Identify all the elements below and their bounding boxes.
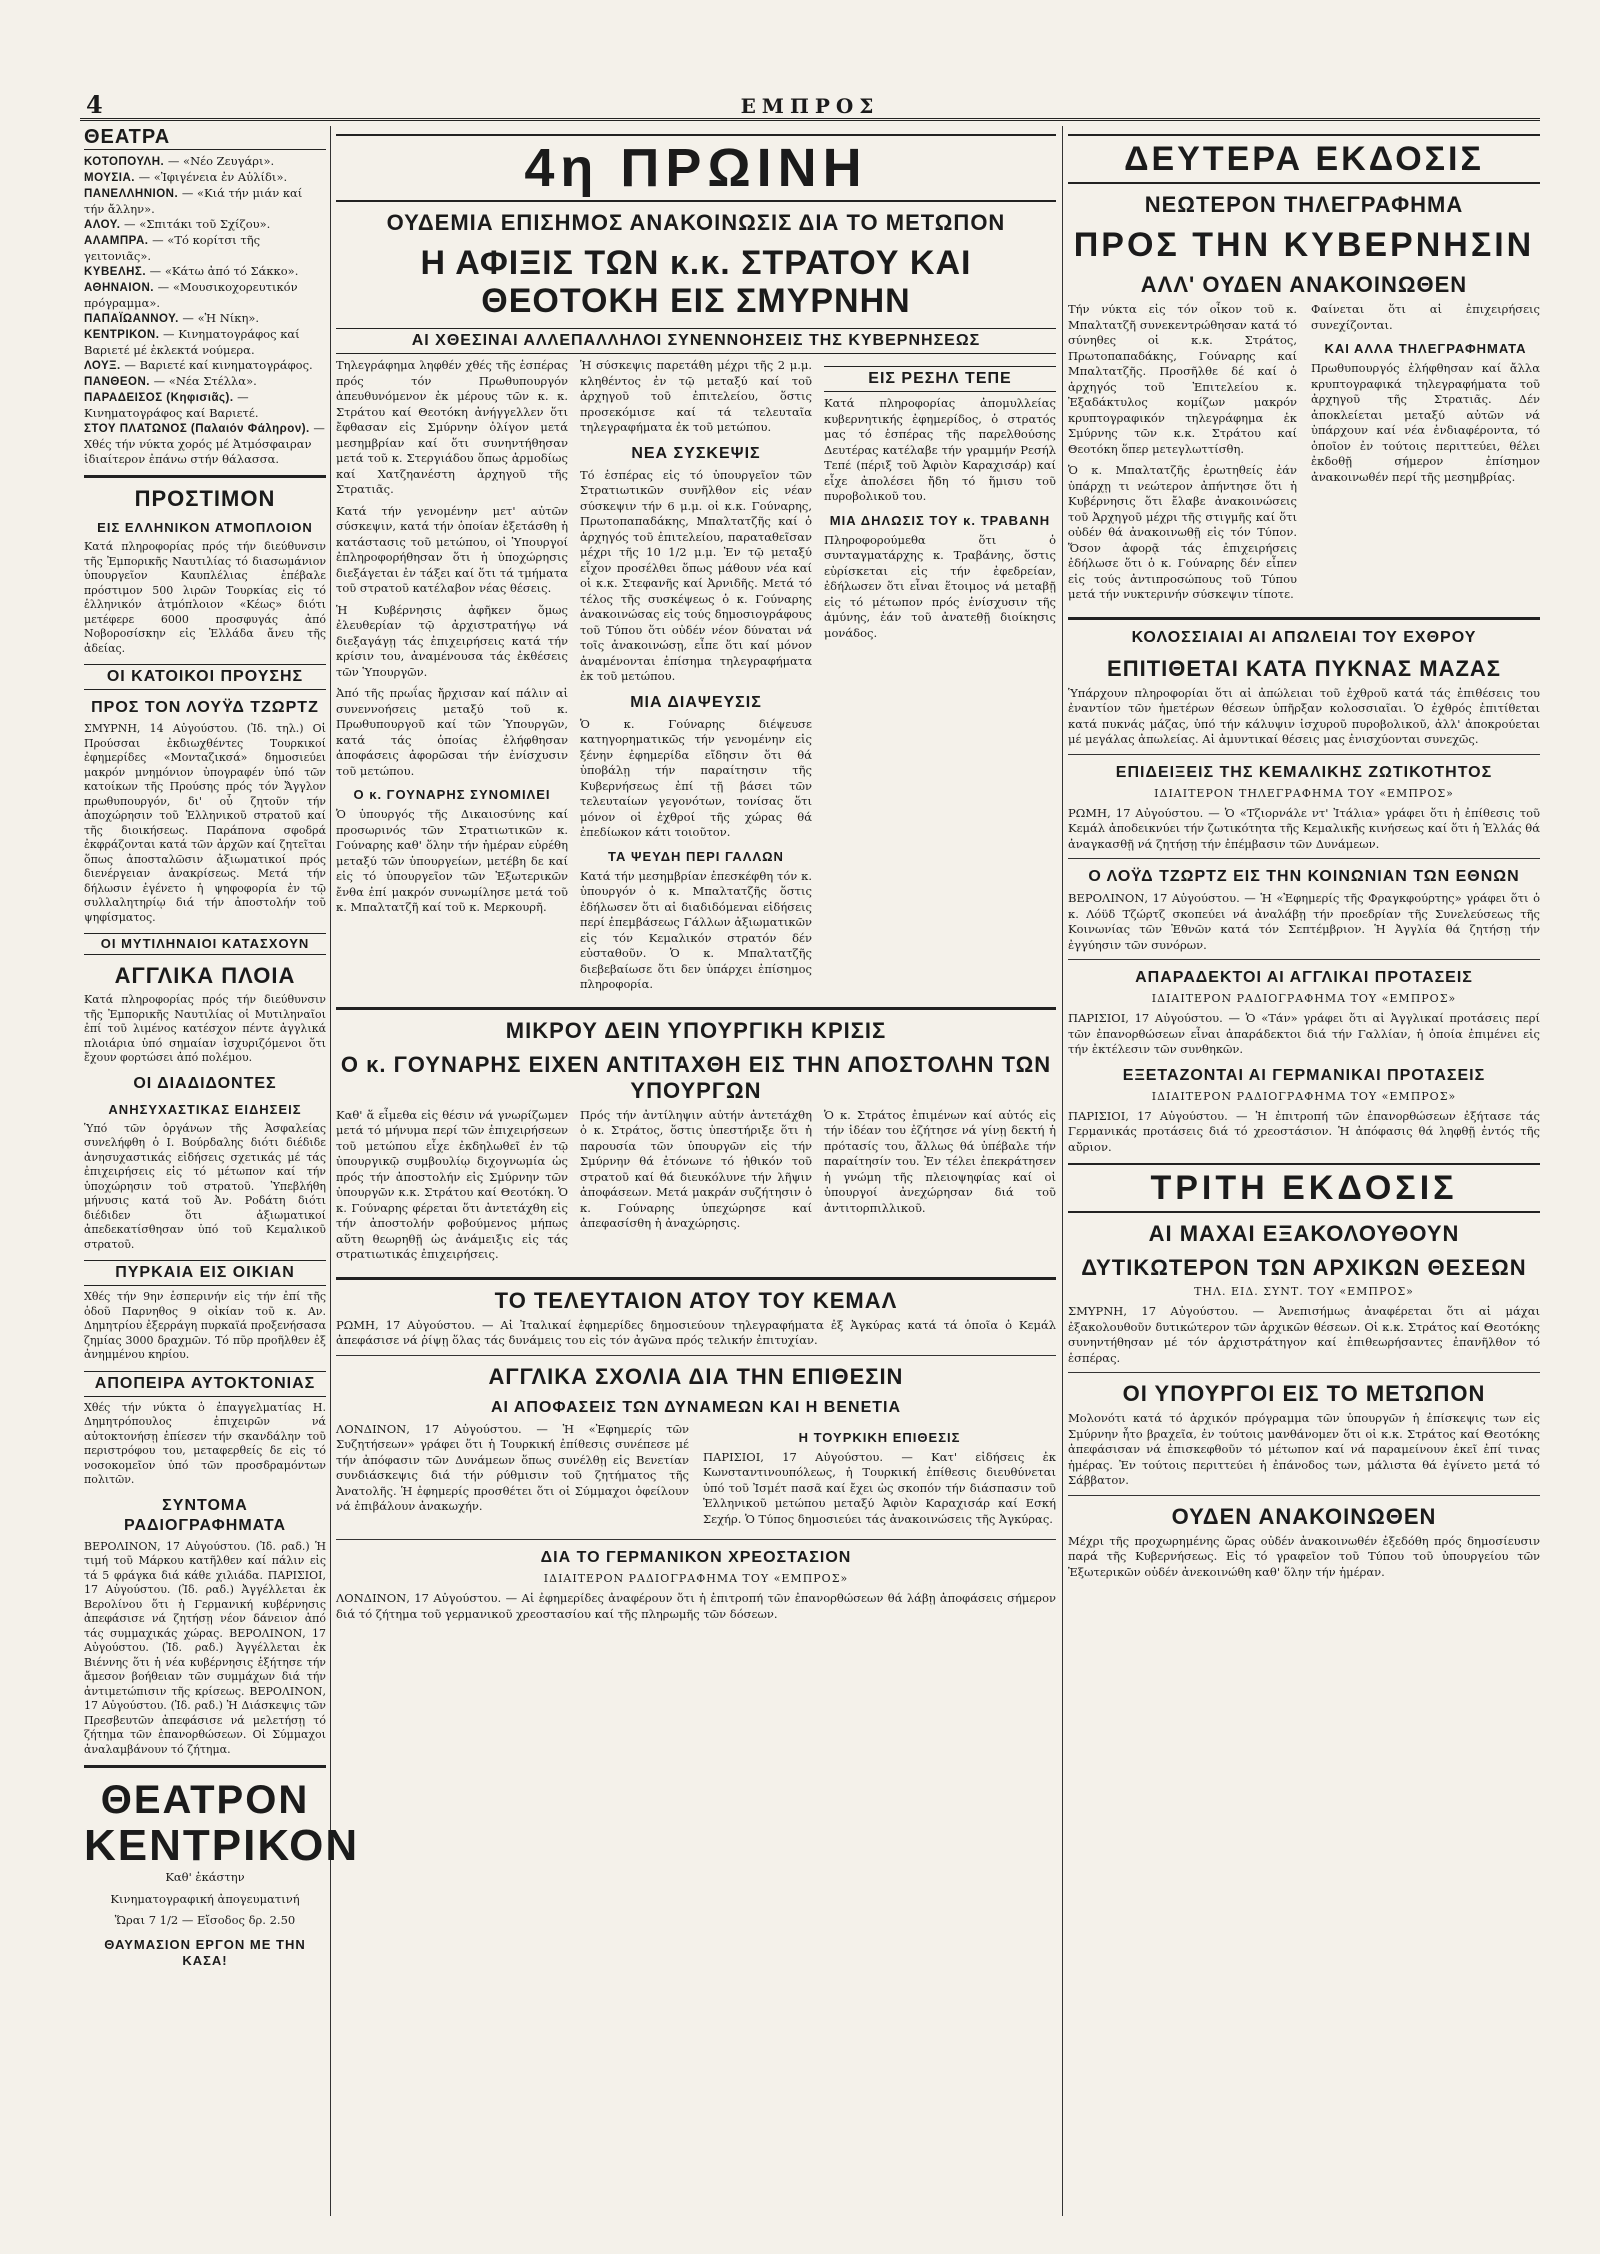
article-heading: ΣΥΝΤΟΜΑ ΡΑΔΙΟΓΡΑΦΗΜΑΤΑ [123,1496,287,1534]
article-text: Ὑπάρχουν πληροφορίαι ὅτι αἱ ἀπώλειαι τοῦ ἐχθροῦ κατά τάς ἐπιθέσεις του ἐναντίον τῶν ἡμετέρων θέσεων ὑπῆρξαν κολοσσιαῖαι. Ὁ ἐχθρός ἐπιτίθεται κατά πυκνάς μάζας, ὑπό τήν κάλυψιν ἰσχυροῦ πυροβολικοῦ, ἀλλ' ἀποκρούεται μέ μεγάλας ἀπωλείας. Αἱ ἀμυντικαί θέσεις μας ἐνισχύονται συνεχῶς. [1068,685,1540,746]
article-text: Τήν νύκτα εἰς τόν οἶκον τοῦ κ. Μπαλτατζῆ συνεκεντρώθησαν κατά τό σύνηθες οἱ κ.κ. Στράτος, Πρωτοπαπαδάκης, Γούναρης καί Μπαλτατζῆς. Προσῆλθε δέ καί ὁ ἀρχηγός τοῦ Ἐπιτελείου κ. Ἐξαδάκτυλος κομίζων μακρόν κρυπτογραφικόν τηλεγράφημα ἐκ Σμύρνης τῶν κ.κ. Στράτου καί Θεοτόκη ὅπερ μετεγλωττίσθη. [1068,302,1297,456]
kemal-headline: ΤΟ ΤΕΛΕΥΤΑΙΟΝ ΑΤΟΥ ΤΟΥ ΚΕΜΑΛ [494,1287,898,1313]
section-heading: Η ΤΟΥΡΚΙΚΗ ΕΠΙΘΕΣΙΣ [798,1429,961,1445]
divider [336,1539,1056,1540]
text-column [703,1422,1056,1534]
theatre-program: «Νέα Στέλλα». [168,374,257,388]
article-text: Φαίνεται ὅτι αἱ ἐπιχειρήσεις συνεχίζονται. [1311,302,1540,332]
text-column [824,1108,1056,1269]
lead-kicker: ΟΥΔΕΜΙΑ ΕΠΙΣΗΜΟΣ ΑΝΑΚΟΙΝΩΣΙΣ ΔΙΑ ΤΟ ΜΕΤΩΠΟΝ [386,210,1006,235]
section-kicker: ΚΟΛΟΣΣΙΑΙΑΙ ΑΙ ΑΠΩΛΕΙΑΙ ΤΟΥ ΕΧΘΡΟΥ [1131,628,1477,646]
third-edition-banner: ΤΡΙΤΗ ΕΚΔΟΣΙΣ [1068,1163,1540,1213]
text-column [580,1108,812,1269]
divider [336,1355,1056,1356]
ad-name: ΚΕΝΤΡΙΚΟΝ [84,1821,360,1870]
theatre-program: «Μουσικοχορευτικόν πρόγραμμα». [84,280,298,310]
article-text: ΡΩΜΗ, 17 Αὐγούστου. — Αἱ Ἰταλικαί ἐφημερίδες δημοσιεύουν τηλεγραφήματα ἐξ Ἀγκύρας κατά τά ὁποῖα ὁ Κεμάλ ἀπεφάσισε νά ῥίψῃ ὅλας τάς δυνάμεις του εἰς τόν ἀγῶνα πρός τελικήν ἐπιτυχίαν. [336,1317,1056,1347]
article-text: ΛΟΝΔΙΝΟΝ, 17 Αὐγούστου. — Αἱ ἐφημερίδες ἀναφέρουν ὅτι ἡ ἐπιτροπή τῶν ἐπανορθώσεων θά λάβῃ ἀποφάσεις σήμερον διά τό ζήτημα τοῦ γερμανικοῦ χρεοστασίου καί τῆς πληρωμῆς τῶν δόσεων. [336,1591,1056,1621]
article-subheading: ΑΓΓΛΙΚΑ ΠΛΟΙΑ [114,963,296,988]
lead-kicker: ΝΕΩΤΕΡΟΝ ΤΗΛΕΓΡΑΦΗΜΑ [1144,192,1464,217]
divider [84,1765,326,1768]
lead-columns [1068,302,1540,609]
crisis-headline: Ο κ. ΓΟΥΝΑΡΗΣ ΕΙΧΕΝ ΑΝΤΙΤΑΧΘΗ ΕΙΣ ΤΗΝ ΑΠΟΣΤΟΛΗΝ ΤΩΝ ΥΠΟΥΡΓΩΝ [340,1051,1052,1103]
divider [1068,858,1540,859]
theatre-name: ΛΟΥΞ. [84,360,121,372]
article-text: ΣΜΥΡΝΗ, 17 Αὐγούστου. — Ἀνεπισήμως ἀναφέρεται ὅτι αἱ μάχαι ἐξακολουθοῦν δυτικώτερον τῶν ἀρχικῶν θέσεων. Οἱ κ.κ. Στράτος καί Θεοτόκης συνηντήθησαν μέ τόν ἀρχιστράτηγον καί ἐπιθεωρήσαντες ἐπανῆλθον τό ἑσπέρας. [1068,1304,1540,1365]
divider [1068,1495,1540,1496]
theatre-listing [84,390,326,421]
text-column [336,1422,689,1534]
right-column [1068,126,1540,2216]
section-subheading: ΙΔΙΑΙΤΕΡΟΝ ΤΗΛΕΓΡΑΦΗΜΑ ΤΟΥ «ΕΜΠΡΟΣ» [1154,786,1454,800]
theatre-program: Κινηματογράφος καί Βαριετέ μέ ἐκλεκτά νούμερα. [84,327,300,357]
theatre-name: ΠΑΠΑΪΩΑΝΝΟΥ. [84,313,179,325]
separator: — [164,154,184,168]
theatre-name: ΑΛΟΥ. [84,219,121,231]
theatre-program: Βαριετέ καί κινηματογράφος. [139,358,313,372]
theatre-listing [84,358,326,374]
theatre-listing [84,421,326,467]
german-headline: ΔΙΑ ΤΟ ΓΕΡΜΑΝΙΚΟΝ ΧΡΕΟΣΤΑΣΙΟΝ [540,1549,852,1566]
separator: — [178,186,197,200]
lead-columns [336,358,1056,999]
ad-line: Ὥραι 7 1/2 — Εἴσοδος δρ. 2.50 [114,1913,296,1927]
article-heading: ΠΡΟΣΤΙΜΟΝ [134,486,276,511]
crisis-columns [336,1108,1056,1269]
ad-line: Καθ' ἑκάστην [165,1870,245,1884]
ad-line: Κινηματογραφική ἀπογευματινή [110,1891,300,1906]
article-text: Ἡ σύσκεψις παρετάθη μέχρι τῆς 2 μ.μ. κληθέντος ἐν τῷ μεταξύ καί τοῦ ἀρχηγοῦ τοῦ ἐπιτελείου, ὅστις προσεκόμισε καί τά τελευταῖα τηλεγραφήματα ἐκ τοῦ μετώπου. [580,358,812,434]
theatre-name: ΜΟΥΣΙΑ. [84,172,135,184]
article-text: Ἡ Κυβέρνησις ἀφῆκεν ὅμως ἐλευθερίαν τῷ ἀρχιστρατήγῳ νά διεξαγάγῃ τάς ἐπιχειρήσεις κατά τήν κρίσιν του, ἀναμένουσα τάς ἐκθέσεις τῶν Ὑπουργῶν. [336,602,568,679]
theatre-listing [84,311,326,327]
theatre-program: «Κιά τήν μιάν καί τήν ἄλλην». [84,186,303,216]
section-headline: ΑΠΑΡΑΔΕΚΤΟΙ ΑΙ ΑΓΓΛΙΚΑΙ ΠΡΟΤΑΣΕΙΣ [1135,969,1473,986]
divider [1068,959,1540,960]
article-text: Κατά πληροφορίας πρός τήν διεύθυνσιν τῆς Ἐμπορικῆς Ναυτιλίας οἱ Μυτιληναῖοι ἐπί τοῦ λιμένος κατέσχον πέντε ἀγγλικά πλοιάρια ὑπό σημαίαν ἰσχυριζόμενοι ὅτι ἔχουν φορτώσει ἀπό πολέμου. [84,993,326,1064]
article-text: Πρωθυπουργός ἐλήφθησαν καί ἄλλα κρυπτογραφικά τηλεγραφήματα τοῦ ἀρχηγοῦ τῆς Στρατιᾶς. Δέν ἀποκλείεται μεταξύ αὐτῶν νά ὑπάρχουν καί νέα ἐνδιαφέροντα, τό ὁποῖον ἐν τούτοις περιττεύει, θέλει ἐκδοθῇ σήμερον ἐπίσημον ἀνακοινωθέν περί τῆς μεσημβρίας. [1311,361,1540,484]
separator: — [146,264,165,278]
text-column [336,1108,568,1269]
german-subheading: ΙΔΙΑΙΤΕΡΟΝ ΡΑΔΙΟΓΡΑΦΗΜΑ ΤΟΥ «ΕΜΠΡΟΣ» [543,1572,849,1585]
crisis-kicker: ΜΙΚΡΟΥ ΔΕΙΝ ΥΠΟΥΡΓΙΚΗ ΚΡΙΣΙΣ [505,1017,887,1043]
theatre-listing [84,374,326,390]
article-text: Μολονότι κατά τό ἀρχικόν πρόγραμμα τῶν ὑπουργῶν ἡ ἐπίσκεψις των εἰς Σμύρνην ἦτο βραχεῖα, ἐν τούτοις μανθάνομεν ὅτι οἱ κ.κ. Στράτος καί Θεοτόκης ἀπεφάσισαν νά ἐπισκεφθοῦν τό μέτωπον καί νά παραμείνουν ἐκεῖ ἐπί τινας ἡμέρας. Ἐν τούτοις περιττεύει ἡ ἐπάνοδος των, μάλιστα θά ἐγίνετο μετά τό Σάββατον. [1068,1411,1540,1487]
article-text: ΒΕΡΟΛΙΝΟΝ, 17 Αὐγούστου. (Ἰδ. ραδ.) Ἡ τιμή τοῦ Μάρκου κατῆλθεν καί πάλιν εἰς τά 5 φράγκα διά κάθε χιλιάδα. ΠΑΡΙΣΙΟΙ, 17 Αὐγούστου. (Ἰδ. ραδ.) Ἀγγέλλεται ἐκ Βερολίνου ὅτι ἡ Γερμανική κυβέρνησις ἀπεφάσισε νά ζητήσῃ νέον δάνειον ἀπό τάς συμμαχικάς χώρας. ΒΕΡΟΛΙΝΟΝ, 17 Αὐγούστου. (Ἰδ. ραδ.) Ἀγγέλλεται ἐκ Βιέννης ὅτι ἡ νέα κυβέρνησις ἐξήτησε τήν ἄμεσον βοήθειαν τῶν συμμάχων διά τήν ἀντιμετώπισιν τῆς κρίσεως. ΒΕΡΟΛΙΝΟΝ, 17 Αὐγούστου. (Ἰδ. ραδ.) Ἡ Διάσκεψις τῶν Πρεσβευτῶν ἀπεφάσισε νά μελετήσῃ τό ζήτημα τῶν ἐπανορθώσεων. Οἱ Σύμμαχοι ἀναλαμβάνουν τό ζήτημα. [84,1539,326,1756]
article-text: Τηλεγράφημα ληφθέν χθές τῆς ἑσπέρας πρός τόν Πρωθυπουργόν ἀπευθυνόμενον ἐκ μέρους τῶν κ. κ. Στράτου καί Θεοτόκη ἀνήγγελλεν ὅτι ἔφθασαν εἰς Σμύρνην ὀλίγον μετά μεσημβρίαν καί ὅτι συνηντήθησαν μετά τοῦ κ. Στεργιάδου ὅπως ἀρμοδίως καί Χατζηανέστη ἀρχηγοῦ τῆς Στρατιᾶς. [336,358,568,496]
section-kicker: ΑΙ ΜΑΧΑΙ ΕΞΑΚΟΛΟΥΘΟΥΝ [1148,1221,1460,1246]
article-text: Χθές τήν νύκτα ὁ ἐπαγγελματίας Η. Δημητρόπουλος ἐπιχειρῶν νά αὐτοκτονήσῃ ἐπίεσεν τήν σκανδάλην τοῦ περιστρόφου του, μεταφερθείς δε εἰς τό νοσοκομεῖον ὑπό τῶν προσδραμόντων πολιτῶν. [84,1400,326,1486]
divider [336,1007,1056,1010]
lead-headline: Η ΑΦΙΞΙΣ ΤΩΝ κ.κ. ΣΤΡΑΤΟΥ ΚΑΙ ΘΕΟΤΟΚΗ ΕΙΣ ΣΜΥΡΝΗΝ [420,244,972,320]
divider [336,1277,1056,1280]
section-headline: ΔΥΤΙΚΩΤΕΡΟΝ ΤΩΝ ΑΡΧΙΚΩΝ ΘΕΣΕΩΝ [1081,1255,1527,1280]
article-subheading: ΑΝΗΣΥΧΑΣΤΙΚΑΣ ΕΙΔΗΣΕΙΣ [108,1101,302,1117]
newspaper-name: ΕΜΠΡΟΣ [740,94,880,118]
section-headline: ΕΠΙΤΙΘΕΤΑΙ ΚΑΤΑ ΠΥΚΝΑΣ ΜΑΖΑΣ [1107,655,1501,681]
theatre-listing [84,217,326,233]
article-text: Ὁ κ. Μπαλτατζῆς ἐρωτηθείς ἐάν ὑπάρχῃ τι νεώτερον ἀπήντησε ὅτι ἡ Κυβέρνησις ὅτι ἔλαβε ἀνακοινώσεις τοῦ Ἀρχηγοῦ μέχρι τῆς στιγμῆς καί ὅτι οὐδέν θά ἀνακοινωθῇ εἰς τόν Τύπον. Ὅσον ἀφορᾷ τάς ἐπιχειρήσεις ἐδήλωσε ὅτι ὁ κ. Γούναρης δέν εἶπεν εἰς τούς ἀντιπροσώπους τοῦ Τύπου μετά τήν νυκτερινήν σύσκεψιν τίποτε. [1068,463,1297,601]
theatre-name: ΑΘΗΝΑΙΟΝ. [84,282,154,294]
page-number: 4 [86,90,103,119]
theatres-heading: ΘΕΑΤΡΑ [84,126,326,150]
article-text: Μέχρι τῆς προχωρημένης ὥρας οὐδέν ἀνακοινωθέν ἐξεδόθη πρός δημοσίευσιν παρά τῆς Κυβερνήσεως. Εἰς τό γραφεῖον τοῦ Τύπου τοῦ ὑπουργείου τῶν Ἐξωτερικῶν οὐδέν ἀνεκοινώθη καθ' ὅλην τήν ἡμέραν. [1068,1533,1540,1579]
section-heading: ΕΙΣ ΡΕΣΗΛ ΤΕΠΕ [824,366,1056,392]
article-text: Κατά πληροφορίας ἀπομυλλείας κυβερνητικής ἐφημερίδος, ὁ στρατός μας τό ἑσπέρας τῆς παρελθούσης Δευτέρας κατέλαβε τήν γραμμήν Ρεσήλ Τεπέ (πέριξ τοῦ Ἀφιὸν Καραχισάρ) καί εἶχε ἀπολέσει ἤδη τό ἥμισυ τοῦ πυροβολικοῦ του. [824,396,1056,503]
article-text: Κατά τήν μεσημβρίαν ἐπεσκέφθη τόν κ. ὑπουργόν ὁ κ. Μπαλτατζῆς ὅστις ἐδήλωσεν ὅτι αἱ διαδιδόμεναι εἰδήσεις περί ἐπεμβάσεως Γάλλων ἀξιωματικῶν εἰς τόν Κεμαλικόν στρατόν δέν εὐσταθοῦν. Ὁ κ. Μπαλτατζῆς διεβεβαίωσε ὅτι δεν ὑπάρχει ἐπίσημος πληροφορία. [580,868,812,991]
article-subheading: ΠΡΟΣ ΤΟΝ ΛΟΥΫΔ ΤΖΩΡΤΖ [91,699,319,716]
article-text: Τό ἑσπέρας εἰς τό ὑπουργεῖον τῶν Στρατιωτικῶν συνῆλθον εἰς νέαν σύσκεψιν τήν 6 μ.μ. οἱ κ.κ. Γούναρης, Πρωτοπαπαδάκης, Μπαλτατζῆς καί ὁ ἀρχηγός τοῦ ἐπιτελείου, παραταθεῖσαν μέχρι τῆς 10 1/2 μ.μ. Ἐν τῷ μεταξύ εἶχον προσέλθει ὅπως μάθουν νέα καί οἱ κ.κ. Στεφανῆς καί Ἀρνιδῆς. Μετά τό τέλος τῆς συσκέψεως ὁ κ. Γούναρης ἀνακοινώσας εἰς τούς δημοσιογράφους τοῦ Τύπου ὅτι οὐδέν νέον δύναται νά τοῖς ἀνακοινώσῃ, εἶπε ὅτι καί μόνον ἀναμένονται ἐπίσημα τηλεγραφήματα ἐκ τοῦ μετώπου. [580,467,812,683]
separator: — [134,170,154,184]
ad-title: ΘΕΑΤΡΟΝ [100,1778,310,1822]
section-subheading: ΙΔΙΑΙΤΕΡΟΝ ΡΑΔΙΟΓΡΑΦΗΜΑ ΤΟΥ «ΕΜΠΡΟΣ» [1151,1089,1457,1103]
theatre-program: «Κάτω ἀπό τό Σάκκο». [164,264,299,278]
lead-subheadline: ΑΙ ΧΘΕΣΙΝΑΙ ΑΛΛΕΠΑΛΛΗΛΟΙ ΣΥΝΕΝΝΟΗΣΕΙΣ ΤΗΣ ΚΥΒΕΡΝΗΣΕΩΣ [336,328,1056,354]
english-headline: ΑΙ ΑΠΟΦΑΣΕΙΣ ΤΩΝ ΔΥΝΑΜΕΩΝ ΚΑΙ Η ΒΕΝΕΤΙΑ [490,1398,902,1416]
article-text: Κατά πληροφορίας πρός τήν διεύθυνσιν τῆς Ἐμπορικῆς Ναυτιλίας τό διασωμάνιον ὑπουργεῖον Καυπλέλιας ἐπέβαλε πρόστιμον 500 λιρῶν Τουρκίας εἰς τό ἑλληνικόν ἀτμόπλοιον «Κέως» διότι μετέφερε 6000 προσφυγάς ἀπό Νοβοροσίσκην εἰς Ἑλλάδα ἄνευ τῆς ἀδείας. [84,540,326,655]
masthead [80,90,1540,120]
section-heading: ΚΑΙ ΑΛΛΑ ΤΗΛΕΓΡΑΦΗΜΑΤΑ [1324,341,1527,356]
theatre-program: «Τό κορίτσι τῆς γειτονιᾶς». [84,233,261,263]
article-heading: ΑΠΟΠΕΙΡΑ ΑΥΤΟΚΤΟΝΙΑΣ [84,1371,326,1397]
section-heading: ΤΑ ΨΕΥΔΗ ΠΕΡΙ ΓΑΛΛΩΝ [608,848,784,864]
column-rule [1062,126,1063,2216]
text-column [580,358,812,999]
article-text: ΒΕΡΟΛΙΝΟΝ, 17 Αὐγούστου. — Ἡ «Ἐφημερίς τῆς Φραγκφούρτης» γράφει ὅτι ὁ κ. Λόϋδ Τζώρτζ σκοπεύει νά ἀναλάβῃ τήν προεδρίαν τῆς Συνελεύσεως τῆς Κοινωνίας τῶν Ἐθνῶν κατά τόν Σεπτέμβριον. Ἡ Ἀγγλία θά ζητήσῃ τήν ἐγγύησιν τῶν συνόρων. [1068,891,1540,952]
theatre-program: «Νέο Ζευγάρι». [183,154,275,168]
theatre-listing [84,233,326,264]
text-column [336,358,568,999]
section-heading: ΝΕΑ ΣΥΣΚΕΨΙΣ [631,444,761,462]
ad-line: ΘΑΥΜΑΣΙΟΝ ΕΡΓΟΝ ΜΕ ΤΗΝ ΚΑΣΑ! [104,1936,306,1968]
center-column [336,126,1056,2216]
article-text: Ὑπό τῶν ὀργάνων τῆς Ἀσφαλείας συνελήφθη ὁ Ι. Βούρδαλης διότι διέδιδε ἀνησυχαστικάς εἰδήσεις σχετικάς μέ τάς ἐπιχειρήσεις εἰς τό μέτωπον καί τήν ὑποχώρησιν τοῦ στρατοῦ. Ὑπεβλήθη μήνυσις κατά τοῦ Ἀν. Ροδάτη διότι διέδιδεν ὅτι ἀξιωματικοί ἀπεδεκατίσθησαν ὑπό τοῦ Κεμαλικοῦ στρατοῦ. [84,1121,326,1251]
article-text: Πρός τήν ἀντίληψιν αὐτήν ἀντετάχθη ὁ κ. Στράτος, ὅστις ὑπεστήριξε ὅτι ἡ παρουσία τῶν ὑπουργῶν εἰς τήν Σμύρνην θά ἐτόνωνε τό ἠθικόν τοῦ στρατοῦ καί θά διευκόλυνε τήν λῆψιν ἀποφάσεων. Μετά μακράν συζήτησιν ὁ κ. Γούναρης ὑπεχώρησε καί ἀπεφασίσθη ἡ ἀναχώρησις. [580,1107,812,1230]
lead-headline: ΠΡΟΣ ΤΗΝ ΚΥΒΕΡΝΗΣΙΝ [1073,226,1535,264]
separator: — [148,233,168,247]
theatre-program: Κινηματογράφος καί Βαριετέ. [84,406,259,420]
article-text: ΡΩΜΗ, 17 Αὐγούστου. — Ὁ «Τζιορνάλε ντ' Ἰτάλια» γράφει ὅτι ἡ ἐπίθεσις τοῦ Κεμάλ ἀποδεικνύει τήν ζωτικότητα τῆς Κεμαλικῆς κινήσεως καί ὅτι ἡ Ἑλλάς θά ἀναγκασθῇ νά ζητήσῃ τήν ἐπέμβασιν τῶν Δυνάμεων. [1068,805,1540,851]
theatre-listing [84,154,326,170]
theatre-listing [84,186,326,217]
separator: — [154,280,173,294]
section-heading: Ο κ. ΓΟΥΝΑΡΗΣ ΣΥΝΟΜΙΛΕΙ [353,787,551,802]
article-text: ΠΑΡΙΣΙΟΙ, 17 Αὐγούστου. — Ὁ «Τάν» γράφει ὅτι αἱ Ἀγγλικαί προτάσεις περί τῶν ἐπανορθώσεων εἶναι ἀπαράδεκτοι διά τήν Γαλλίαν, ἡ ὁποία ἐπιμένει εἰς τήν ἐκτέλεσιν τῶν συνθηκῶν. [1068,1011,1540,1056]
article-heading: ΠΥΡΚΑΙΑ ΕΙΣ ΟΙΚΙΑΝ [84,1260,326,1286]
left-column [84,126,360,2216]
section-headline: ΕΠΙΔΕΙΞΕΙΣ ΤΗΣ ΚΕΜΑΛΙΚΗΣ ΖΩΤΙΚΟΤΗΤΟΣ [1115,763,1493,781]
section-subheading: ΤΗΛ. ΕΙΔ. ΣΥΝΤ. ΤΟΥ «ΕΜΠΡΟΣ» [1194,1285,1414,1298]
masthead-rule [80,118,1540,121]
article-text: ΛΟΝΔΙΝΟΝ, 17 Αὐγούστου. — Ἡ «Ἐφημερίς τῶν Συζητήσεων» γράφει ὅτι ἡ Τουρκική ἐπίθεσις συνέπεσε μέ τήν ἀπόφασιν τῶν Δυνάμεων ὅπως συνέλθῃ εἰς Βενετίαν συνδιάσκεψις διά τήν ρύθμισιν τοῦ ζητήματος τῆς Ἀνατολῆς. Ἡ ἐφημερίς προσθέτει ὅτι οἱ Σύμμαχοι ὀφείλουν νά ἐπιβάλουν ἀνακωχήν. [336,1421,689,1513]
theatre-listing [84,280,326,311]
theatre-name: ΠΑΝΘΕΟΝ. [84,376,150,388]
article-text: Ἀπό τῆς πρωΐας ἤρχισαν καί πάλιν αἱ συνεννοήσεις μεταξύ τοῦ κ. Πρωθυπουργοῦ καί τῶν Ὑπουργῶν, κατά τάς ὁποίας ἐλήφθησαν ἀποφάσεις ἀφορῶσαι τήν ἐνίσχυσιν τοῦ μετώπου. [336,686,568,778]
separator: — [120,358,140,372]
separator: — [159,327,179,341]
edition-banner: 4η ΠΡΩΙΝΗ [336,134,1056,202]
theatre-program: «Ἡ Νίκη». [197,311,260,325]
theatre-listing [84,327,326,358]
text-column [1068,302,1297,609]
section-headline: Ο ΛΟΫΔ ΤΖΩΡΤΖ ΕΙΣ ΤΗΝ ΚΟΙΝΩΝΙΑΝ ΤΩΝ ΕΘΝΩΝ [1088,868,1520,885]
theatre-program: «Σπιτάκι τοῦ Σχίζου». [139,217,271,231]
theatre-name: ΚΕΝΤΡΙΚΟΝ. [84,329,160,341]
theatre-name: ΣΤΟΥ ΠΛΑΤΩΝΟΣ (Παλαιόν Φάληρον). [84,423,310,435]
divider [1068,754,1540,755]
article-text: Ὁ κ. Στράτος ἐπιμένων καί αὐτός εἰς τήν ἰδέαν του ἐζήτησε νά γίνῃ δεκτή ἡ πρότασίς του, ἄλλως θά ὑπέβαλε τήν παραίτησίν του. Ἐν τέλει ἐπεκράτησεν ἡ γνώμη τῆς πλειοψηφίας καί οἱ ὑπουργοί ἀνεχώρησαν διά τοῦ ἀντιτορπιλλικοῦ. [824,1107,1056,1215]
article-heading: ΟΙ ΜΥΤΙΛΗΝΑΙΟΙ ΚΑΤΑΣΧΟΥΝ [84,933,326,955]
article-text: Καθ' ἅ εἶμεθα εἰς θέσιν νά γνωρίζωμεν μετά τό μήνυμα περί τῶν ἐπιχειρήσεων τοῦ μετώπου εἶχε ἐκδηλωθεῖ ἐν τῷ ὑπουργικῷ συμβουλίῳ διχογνωμία ὡς πρός τήν ἀποστολήν εἰς Σμύρνην τῶν ὑπουργῶν κ.κ. Στράτου καί Θεοτόκη. Ὁ κ. Γούναρης φέρεται ὅτι ἀντετάχθη εἰς τήν ἀποστολήν φοβούμενος μήπως αὕτη θεωρηθῇ ὡς ἀνάμειξις εἰς τάς στρατιωτικάς ἐπιχειρήσεις. [336,1107,568,1261]
article-text: Κατά τήν γενομένην μετ' αὐτῶν σύσκεψιν, κατά τήν ὁποίαν ἐξετάσθη ἡ κατάστασις τοῦ μετώπου, οἱ Ὑπουργοί ἐπληροφορήθησαν ὅτι ἡ ὑποχώρησις διεξάγεται ἐν τάξει καί ὅτι τά τμήματα τοῦ στρατοῦ κατέλαβον νέας θέσεις. [336,503,568,595]
text-column [1311,302,1540,609]
theatre-list [84,154,326,467]
section-heading: ΜΙΑ ΔΗΛΩΣΙΣ ΤΟΥ κ. ΤΡΑΒΑΝΗ [829,512,1051,528]
english-kicker: ΑΓΓΛΙΚΑ ΣΧΟΛΙΑ ΔΙΑ ΤΗΝ ΕΠΙΘΕΣΙΝ [488,1363,904,1389]
divider [1068,617,1540,620]
english-columns [336,1422,1056,1534]
lead-subheadline: ΑΛΛ' ΟΥΔΕΝ ΑΝΑΚΟΙΝΩΘΕΝ [1140,272,1468,297]
separator: — [309,421,325,435]
article-text: ΠΑΡΙΣΙΟΙ, 17 Αὐγούστου. — Κατ' εἰδήσεις ἐκ Κωνσταντινουπόλεως, ἡ Τουρκική ἐπίθεσις διευθύνεται ὑπό τοῦ Ἰσμέτ πασᾶ καί ἔχει ὡς σκοπόν τήν διάσπασιν τοῦ Ἑλληνικοῦ μετώπου μεταξύ Ἀφιὸν Καραχισάρ καί Εσκή Σεχήρ. Ὁ Τύπος δημοσιεύει τάς ἀνακοινώσεις τῆς Ἀγκύρας. [703,1449,1056,1526]
article-subheading: ΕΙΣ ΕΛΛΗΝΙΚΟΝ ΑΤΜΟΠΛΟΙΟΝ [97,520,313,535]
article-text: Ὁ κ. Γούναρης διέψευσε κατηγορηματικῶς τήν γενομένην εἰς ξένην ἐφημερίδα εἴδησιν ὅτι θά ὑποβάλῃ τήν παραίτησιν τῆς Κυβερνήσεως ἐπί τῇ βάσει τῶν τελευταίων γεγονότων, τονίσας ὅτι μόνον οἱ ἐχθροί τῆς χώρας θά ἐπεδίωκον κάτι τοιοῦτον. [580,716,812,839]
separator: — [233,390,249,404]
divider [84,475,326,478]
theatre-listing [84,170,326,186]
separator: — [178,311,198,325]
column-rule [330,126,331,2216]
theatre-program: Χθές τήν νύκτα χορός μέ Ἀτμόσφαιραν ἰδιαίτερον ἐπάνω στήν θάλασσα. [84,437,312,466]
section-headline: ΟΥΔΕΝ ΑΝΑΚΟΙΝΩΘΕΝ [1171,1503,1437,1529]
section-heading: ΜΙΑ ΔΙΑΨΕΥΣΙΣ [630,693,762,711]
text-column [824,358,1056,999]
article-text: Ὁ ὑπουργός τῆς Δικαιοσύνης καί προσωρινός τῶν Στρατιωτικῶν κ. Γούναρης καθ' ὅλην τήν ἡμέραν εὑρέθη μεταξύ τῶν ὑπουργείων, μετέβη δε καί εἰς τό ὑπουργεῖον τῶν Ἐξωτερικῶν ἔνθα ἐπί μακρόν συνωμίλησε μετά τοῦ κ. Μπαλτατζῆ καί τοῦ κ. Μερκουρῆ. [336,807,568,914]
theatre-listing [84,264,326,280]
article-text: ΣΜΥΡΝΗ, 14 Αὐγούστου. (Ἰδ. τηλ.) Οἱ Προύσσαι ἐκδιωχθέντες Τουρκικοί ἐφημερίδες «Μονταζικσά» δημοσιεύει μακρόν μνημόνιον ὑπογραφέν ὑπό τῶν κατοίκων τῆς Προύσης πρός τόν Ἄγγλον πρωθυπουργόν, δι' οὗ ζητοῦν τήν ἀποχώρησιν τοῦ Ἑλληνικοῦ στρατοῦ καί τῆς διοικήσεως. Παράπονα σφοδρά ἐκφράζονται κατά τῶν ἀρχῶν καί ζητεῖται ὅπως ἀποσταλῶσιν ἀξιωματικοί πρός διενέργειαν ἀνακρίσεως. Μετά τήν δήλωσιν ἐγένετο ἡ ψηφοφορία ἐν τῷ συλλαλητηρίῳ διά τήν ἀποστολήν τοῦ ψηφίσματος. [84,722,326,924]
theatre-name: ΑΛΑΜΠΡΑ. [84,235,149,247]
article-text: Χθές τήν 9ην ἑσπερινήν εἰς τήν ἐπί τῆς ὁδοῦ Παρνηθος 9 οἰκίαν τοῦ κ. Αν. Δημητρίου ἐξερράγη πυρκαϊά προξενήσασα ζημίας 3000 δραχμῶν. Τό πῦρ προῆλθεν ἐξ ἀνημμένου κηρίου. [84,1290,326,1361]
article-heading: ΟΙ ΔΙΑΔΙΔΟΝΤΕΣ [133,1074,277,1092]
article-text: ΠΑΡΙΣΙΟΙ, 17 Αὐγούστου. — Ἡ ἐπιτροπή τῶν ἐπανορθώσεων ἐξήτασε τάς Γερμανικάς προτάσεις διά τό χρεοστάσιον. Ἡ ἀπόφασις θά ληφθῇ ἐντός τῆς αὔριον. [1068,1108,1540,1154]
separator: — [149,374,169,388]
edition-banner: ΔΕΥΤΕΡΑ ΕΚΔΟΣΙΣ [1068,134,1540,184]
article-text: Πληροφορούμεθα ὅτι ὁ συνταγματάρχης κ. Τραβάνης, ὅστις εὑρίσκεται εἰς τήν ἐφεδρείαν, ἐδήλωσεν ὅτι εἶναι ἕτοιμος νά μεταβῇ εἰς τό μέτωπον πρός ἐνίσχυσιν τῆς ἀμύνης, ἐάν τοῦ ἀνατεθῇ διοίκησις μονάδος. [824,532,1056,640]
theatre-name: ΚΟΤΟΠΟΥΛΗ. [84,156,165,168]
article-heading: ΟΙ ΚΑΤΟΙΚΟΙ ΠΡΟΥΣΗΣ [84,664,326,690]
theatre-name: ΠΑΡΑΔΕΙΣΟΣ (Κηφισιᾶς). [84,392,234,404]
section-headline: ΟΙ ΥΠΟΥΡΓΟΙ ΕΙΣ ΤΟ ΜΕΤΩΠΟΝ [1122,1381,1486,1406]
theatre-name: ΚΥΒΕΛΗΣ. [84,266,147,278]
divider [1068,1372,1540,1373]
section-subheading: ΙΔΙΑΙΤΕΡΟΝ ΡΑΔΙΟΓΡΑΦΗΜΑ ΤΟΥ «ΕΜΠΡΟΣ» [1151,992,1457,1005]
theatre-name: ΠΑΝΕΛΛΗΝΙΟΝ. [84,188,179,200]
theatre-program: «Ἰφιγένεια ἐν Αὐλίδι». [153,170,288,184]
section-headline: ΕΞΕΤΑΖΟΝΤΑΙ ΑΙ ΓΕΡΜΑΝΙΚΑΙ ΠΡΟΤΑΣΕΙΣ [1122,1066,1486,1084]
separator: — [120,217,140,231]
